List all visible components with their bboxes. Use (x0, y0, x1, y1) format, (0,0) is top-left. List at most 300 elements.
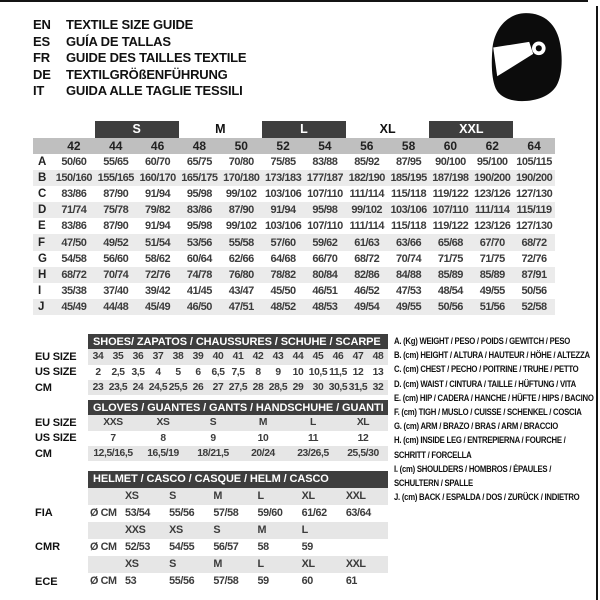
helmet-size-label (344, 522, 388, 539)
shoes_table-value: 30 (308, 380, 328, 395)
gloves_table-value: 9 (210, 432, 216, 444)
helmet-values-row (35, 539, 388, 556)
language-code: ES (33, 33, 50, 49)
measurement-value: 71/74 (61, 204, 87, 217)
group-spacer (33, 121, 53, 138)
helmet-value: 63/64 (345, 506, 371, 519)
measurement-value: 103/106 (264, 220, 302, 233)
helmet-value: 61 (345, 574, 358, 587)
measurement-value: 85/92 (354, 156, 380, 169)
measurement-value: 67/70 (479, 236, 505, 249)
measurement-value: 127/130 (515, 220, 553, 233)
measurement-value: 57/60 (270, 236, 296, 249)
measurement-value: 187/198 (432, 172, 469, 185)
measurement-value: 51/54 (145, 236, 171, 249)
size-number: 44 (109, 139, 123, 153)
language-row (33, 67, 246, 84)
gloves_table-value: 7 (110, 432, 116, 444)
language-code: DE (33, 66, 51, 82)
measurement-value: 90/100 (435, 156, 466, 169)
helmet-sizes-row (35, 522, 388, 539)
shoes_table-value: 7,5 (231, 366, 245, 378)
language-row (33, 34, 246, 51)
size-group-s: S (95, 121, 179, 138)
shoes_table-value: 32 (368, 380, 388, 395)
measurement-value: 107/110 (307, 220, 343, 233)
shoes_table-value: 28 (248, 380, 268, 395)
measurement-value: 91/94 (145, 188, 171, 201)
shoes_table-value: 48 (368, 349, 388, 364)
unit-spacer (88, 488, 123, 505)
measurement-value: 63/66 (396, 236, 422, 249)
legend-item: G. (cm) ARM / BRAZO / BRAS / ARM / BRACCIO (394, 421, 559, 432)
shoes_table-value: 2,5 (111, 366, 125, 378)
measurement-value: 119/122 (432, 188, 469, 201)
measurement-value: 59/62 (312, 236, 338, 249)
shoes_table-value: 36 (128, 349, 148, 364)
gloves_table-value: 23/26,5 (288, 446, 338, 461)
shoes_table-value: 29 (288, 380, 308, 395)
measurement-value: 74/78 (186, 268, 212, 281)
gloves_table-row (35, 431, 388, 446)
measurement-value: 123/126 (474, 220, 511, 233)
measurement-value: 115/118 (391, 220, 427, 233)
measurement-row (33, 283, 555, 299)
unit-label: Ø CM (90, 506, 117, 519)
measurement-value: 46/52 (354, 284, 380, 297)
measurement-value: 72/76 (145, 268, 171, 281)
measurement-legend (394, 334, 600, 504)
helmet-value: 58 (257, 540, 269, 553)
group-spacer (53, 121, 95, 138)
measurement-value: 50/56 (437, 300, 463, 313)
legend-item: D. (cm) WAIST / CINTURA / TAILLE / HÜFTUNG / VITA (394, 378, 576, 389)
measurement-value: 78/82 (270, 268, 296, 281)
helmet-value (344, 539, 388, 556)
helmet-value: 57/58 (213, 574, 239, 587)
gloves_table-value: 16,5/19 (138, 446, 188, 461)
measurement-value: 173/183 (264, 172, 302, 185)
shoes_table-value: 8 (255, 366, 261, 378)
size-group-row (33, 121, 555, 138)
helmet-size-label: XL (300, 488, 344, 505)
measurement-value: 48/52 (270, 300, 296, 313)
measurement-value: 76/80 (228, 268, 254, 281)
size-number-row (33, 138, 555, 154)
size-group-xl: XL (379, 122, 396, 136)
measurement-value: 190/200 (515, 172, 553, 185)
shoes_table-value: 40 (208, 349, 228, 364)
helmet-size-table (35, 471, 388, 590)
helmet-size-label: XL (300, 556, 344, 573)
measurement-value: 52/58 (521, 300, 547, 313)
shoes_table-value: 27,5 (228, 380, 248, 395)
measurement-value: 53/56 (186, 236, 212, 249)
shoes_table-value: 24,5 (148, 380, 168, 395)
measurement-value: 70/74 (396, 252, 422, 265)
gloves_table-value: M (238, 415, 288, 430)
shoes_table-row-label: EU SIZE (35, 350, 77, 363)
measurement-value: 56/60 (103, 252, 129, 265)
measurement-value: 49/54 (354, 300, 380, 313)
helmet-size-label: L (256, 488, 300, 505)
helmet-value: 60 (301, 574, 313, 587)
measurement-row-label: B (38, 172, 47, 185)
shoes_table-value: 4 (155, 366, 161, 378)
measurement-value: 68/72 (354, 252, 380, 265)
shoes_table-value: 43 (268, 349, 288, 364)
measurement-value: 68/72 (521, 236, 547, 249)
measurement-value: 65/68 (437, 236, 463, 249)
size-number: 48 (192, 139, 207, 153)
measurement-row-label: D (38, 204, 47, 217)
number-spacer (33, 138, 53, 154)
shoes_table-value: 46 (328, 349, 348, 364)
helmet-value: 53 (125, 574, 137, 587)
size-group-m: M (215, 122, 226, 136)
legend-item: H. (cm) INSIDE LEG / ENTREPIERNA / FOURCHE / SCHRITT / FORCELLA (394, 435, 566, 460)
gloves_table-value: 10 (257, 432, 269, 444)
measurement-row (33, 218, 555, 234)
gloves_table-value: XL (338, 415, 388, 430)
shoes_table-value: 12 (352, 366, 364, 378)
helmet-size-label: XS (123, 556, 167, 573)
measurement-value: 47/50 (61, 236, 87, 249)
helmet-value: 59 (301, 540, 313, 553)
shoes_table-value: 41 (228, 349, 248, 364)
shoes_table-value: 42 (248, 349, 268, 364)
gloves_table-value: XXS (88, 415, 138, 430)
measurement-value: 190/200 (474, 172, 511, 185)
language-name: TEXTILGRÖßENFÜHRUNG (66, 66, 228, 82)
language-code: EN (33, 17, 51, 32)
measurement-value: 45/49 (61, 300, 87, 313)
gloves_table-value: 8 (160, 432, 166, 444)
measurement-value: 83/88 (312, 156, 338, 169)
gloves_table-value: S (188, 415, 238, 430)
helmet-size-label: M (256, 522, 300, 539)
size-number: 52 (276, 139, 290, 153)
measurement-value: 51/56 (479, 300, 505, 313)
shoes_table-value: 30,5 (328, 380, 348, 395)
helmet-value: 52/53 (125, 540, 151, 553)
shoes_table-value: 23,5 (108, 380, 128, 395)
gloves_table-value: 20/24 (238, 446, 288, 461)
measurement-value: 111/114 (349, 188, 384, 201)
measurement-value: 91/94 (145, 220, 171, 233)
measurement-value: 46/50 (186, 300, 212, 313)
measurement-value: 99/102 (351, 204, 383, 217)
shoes_table-value: 47 (348, 349, 368, 364)
measurement-value: 95/98 (186, 220, 212, 233)
measurement-value: 119/122 (432, 220, 469, 233)
measurement-value: 160/170 (139, 172, 176, 185)
measurement-value: 71/75 (437, 252, 463, 265)
language-code: FR (33, 50, 50, 65)
measurement-row-label: C (38, 188, 47, 201)
measurement-value: 66/70 (312, 252, 338, 265)
measurement-value: 70/74 (103, 268, 129, 281)
measurement-row (33, 267, 555, 283)
gloves-table (35, 400, 388, 461)
measurement-value: 80/84 (312, 268, 338, 281)
main-size-table (33, 121, 555, 315)
measurement-value: 85/89 (437, 268, 463, 281)
measurement-value: 49/55 (479, 284, 505, 297)
standard-label: CMR (35, 541, 61, 554)
shoes_table-value: 6,5 (211, 366, 225, 378)
measurement-value: 182/190 (348, 172, 385, 185)
measurement-value: 84/88 (396, 268, 422, 281)
measurement-value: 111/114 (349, 220, 384, 233)
language-name: TEXTILE SIZE GUIDE (66, 17, 194, 32)
standard-label: ECE (35, 575, 58, 588)
language-block (33, 17, 246, 100)
measurement-row (33, 234, 555, 250)
measurement-value: 115/118 (391, 188, 427, 201)
unit-label: Ø CM (90, 540, 117, 553)
measurement-value: 99/102 (225, 188, 257, 201)
shoes_table-value: 45 (308, 349, 328, 364)
measurement-value: 37/40 (103, 284, 129, 297)
size-number: 64 (527, 139, 541, 153)
measurement-value: 155/165 (97, 172, 134, 185)
measurement-value: 46/51 (312, 284, 338, 297)
shoes_table-title: SHOES/ ZAPATOS / CHAUSSURES / SCHUHE / SCARPE (88, 334, 388, 351)
gloves_table-value: XS (138, 415, 188, 430)
measurement-value: 64/68 (270, 252, 296, 265)
right-border-line (596, 6, 598, 600)
shoes_table-value: 39 (188, 349, 208, 364)
gloves_table-value: 12 (357, 432, 369, 444)
measurement-value: 85/89 (479, 268, 505, 281)
gloves_table-value: 18/21,5 (188, 446, 238, 461)
shoes_table-value: 34 (88, 349, 108, 364)
helmet-size-label: L (300, 522, 344, 539)
measurement-value: 43/47 (228, 284, 254, 297)
shoes_table-value: 31,5 (348, 380, 368, 395)
gloves_table-row (35, 446, 388, 461)
measurement-value: 68/72 (61, 268, 87, 281)
unit-spacer (88, 556, 123, 573)
helmet-value: 59 (257, 574, 269, 587)
measurement-value: 54/58 (61, 252, 87, 265)
size-number: 42 (67, 139, 81, 153)
measurement-row (33, 186, 555, 202)
measurement-value: 65/75 (186, 156, 212, 169)
size-number: 50 (234, 139, 248, 153)
measurement-value: 87/90 (103, 220, 129, 233)
shoes_table-row (35, 365, 388, 380)
helmet-value: 54/55 (169, 540, 195, 553)
helmet-size-label: XXS (123, 522, 167, 539)
measurement-value: 41/45 (186, 284, 212, 297)
helmet-size-label: M (211, 556, 255, 573)
measurement-value: 91/94 (270, 204, 296, 217)
measurement-row-label: J (38, 300, 45, 313)
measurement-value: 185/195 (390, 172, 427, 185)
measurement-value: 107/110 (307, 188, 343, 201)
measurement-value: 47/53 (396, 284, 422, 297)
measurement-value: 62/66 (228, 252, 254, 265)
helmet-size-label: M (211, 488, 255, 505)
legend-item: C. (cm) CHEST / PECHO / POITRINE / TRUHE / PETTO (394, 364, 579, 375)
shoes_table-value: 28,5 (268, 380, 288, 395)
helmet-table-title: HELMET / CASCO / CASQUE / HELM / CASCO (88, 471, 388, 488)
language-name: GUIDA ALLE TAGLIE TESSILI (66, 83, 243, 98)
measurement-value: 79/82 (145, 204, 171, 217)
shoes_table-value: 11,5 (329, 366, 347, 378)
legend-item: F. (cm) TIGH / MUSLO / CUISSE / SCHENKEL / COSCIA (394, 407, 582, 418)
measurement-row (33, 299, 555, 315)
measurement-row-label: A (38, 156, 47, 169)
helmet-size-label: S (167, 556, 211, 573)
gloves_table-title: GLOVES / GUANTES / GANTS / HANDSCHUHE / GUANTI (88, 400, 388, 417)
helmet-value: 61/62 (301, 506, 327, 519)
helmet-size-label: XXL (344, 556, 388, 573)
unit-label: Ø CM (90, 574, 117, 587)
helmet-size-label: S (167, 488, 211, 505)
helmet-sizes-row (35, 488, 388, 505)
measurement-value: 75/78 (103, 204, 129, 217)
shoes_table-row-label: US SIZE (35, 366, 77, 379)
measurement-value: 103/106 (390, 204, 427, 217)
helmet-size-label: L (256, 556, 300, 573)
language-code: IT (33, 83, 45, 98)
measurement-value: 60/64 (186, 252, 212, 265)
helmet-sizes-row (35, 556, 388, 573)
shoes_table-value: 44 (288, 349, 308, 364)
legend-item: E. (cm) HIP / CADERA / HANCHE / HÜFTE / HIPS / BACINO (394, 392, 594, 403)
legend-item: I. (cm) SHOULDERS / HOMBROS / ÉPAULES / SCHULTERN / SPALLE (394, 463, 552, 489)
measurement-value: 55/58 (228, 236, 254, 249)
language-name: GUÍA DE TALLAS (66, 33, 171, 49)
shoes_table-value: 38 (168, 349, 188, 364)
measurement-value: 83/86 (186, 204, 212, 217)
measurement-row-label: I (38, 284, 42, 297)
language-row (33, 50, 246, 67)
measurement-value: 83/86 (61, 188, 87, 201)
measurement-value: 111/114 (475, 204, 510, 217)
shoes_table-value: 27 (208, 380, 228, 395)
standard-label: FIA (35, 507, 53, 520)
measurement-row-label: G (38, 252, 47, 265)
measurement-value: 115/119 (516, 204, 552, 217)
shoes_table-row (35, 380, 388, 395)
helmet-value: 55/56 (169, 506, 195, 519)
measurement-value: 127/130 (515, 188, 553, 201)
shoes_table-value: 23 (88, 380, 108, 395)
measurement-value: 48/53 (312, 300, 338, 313)
measurement-row (33, 251, 555, 267)
helmet-value: 56/57 (213, 540, 239, 553)
helmet-value: 55/56 (169, 574, 195, 587)
shoes_table-value: 5 (175, 366, 181, 378)
helmet-title-row (35, 471, 388, 488)
gloves_table-title-row (35, 400, 388, 415)
legend-item: A. (Kg) WEIGHT / PESO / POIDS / GEWITCH / PESO (394, 336, 571, 346)
helmet-icon (486, 10, 566, 105)
measurement-value: 44/48 (103, 300, 129, 313)
shoes-table (35, 334, 388, 395)
gloves_table-value: L (288, 415, 338, 430)
shoes_table-value: 24 (128, 380, 148, 395)
size-number: 60 (443, 139, 458, 153)
measurement-value: 50/56 (521, 284, 547, 297)
shoes_table-value: 2 (95, 366, 101, 378)
gloves_table-row-label: US SIZE (35, 432, 77, 445)
measurement-value: 45/49 (145, 300, 171, 313)
measurement-value: 170/180 (223, 172, 260, 185)
size-number: 46 (150, 139, 165, 153)
shoes_table-value: 3,5 (131, 366, 145, 378)
measurement-value: 95/100 (476, 156, 508, 169)
shoes_table-value: 35 (108, 349, 128, 364)
gloves_table-value: 11 (307, 432, 319, 444)
unit-spacer (88, 522, 123, 539)
top-border-line (0, 0, 588, 2)
gloves_table-row-label: EU SIZE (35, 416, 77, 429)
shoes_table-value: 10 (292, 366, 304, 378)
measurement-row (33, 154, 555, 170)
measurement-value: 150/160 (55, 172, 93, 185)
measurement-value: 49/55 (396, 300, 422, 313)
measurement-value: 71/75 (479, 252, 505, 265)
measurement-value: 87/91 (521, 268, 547, 281)
legend-item: B. (cm) HEIGHT / ALTURA / HAUTEUR / HÖHE / ALTEZZA (394, 350, 590, 361)
helmet-values-row (35, 573, 388, 590)
measurement-value: 177/187 (306, 172, 344, 185)
size-number: 56 (360, 139, 374, 153)
shoes_table-value: 6 (195, 366, 201, 378)
size-group-l: L (262, 121, 346, 138)
gloves_table-row (35, 415, 388, 430)
measurement-value: 123/126 (474, 188, 511, 201)
helmet-size-label: XS (167, 522, 211, 539)
measurement-value: 48/54 (437, 284, 463, 297)
measurement-value: 99/102 (225, 220, 257, 233)
measurement-value: 39/42 (145, 284, 171, 297)
measurement-row-label: H (38, 268, 47, 281)
helmet-value: 59/60 (257, 506, 283, 519)
measurement-value: 105/115 (516, 156, 552, 169)
shoes_table-value: 37 (148, 349, 168, 364)
measurement-row-label: E (38, 220, 46, 233)
helmet-values-row (35, 505, 388, 522)
measurement-value: 50/60 (61, 156, 87, 169)
measurement-row (33, 202, 555, 218)
gloves_table-value: 25,5/30 (338, 446, 388, 461)
helmet-value: 57/58 (213, 506, 239, 519)
measurement-value: 70/80 (228, 156, 254, 169)
shoes_table-row-label: CM (35, 381, 52, 394)
measurement-value: 165/175 (181, 172, 218, 185)
measurement-value: 107/110 (432, 204, 469, 217)
size-number: 54 (318, 139, 332, 153)
gloves_table-row-label: CM (35, 447, 52, 460)
measurement-value: 87/95 (396, 156, 422, 169)
helmet-size-label: XXL (344, 488, 388, 505)
shoes_table-value: 10,5 (308, 366, 328, 378)
measurement-value: 72/76 (521, 252, 547, 265)
size-number: 58 (401, 139, 416, 153)
measurement-value: 35/38 (61, 284, 87, 297)
measurement-value: 82/86 (354, 268, 380, 281)
language-row (33, 83, 246, 100)
shoes_table-title-row (35, 334, 388, 349)
legend-item: J. (cm) BACK / ESPALDA / DOS / ZURÜCK / INDIETRO (394, 492, 580, 503)
measurement-value: 47/51 (228, 300, 254, 313)
